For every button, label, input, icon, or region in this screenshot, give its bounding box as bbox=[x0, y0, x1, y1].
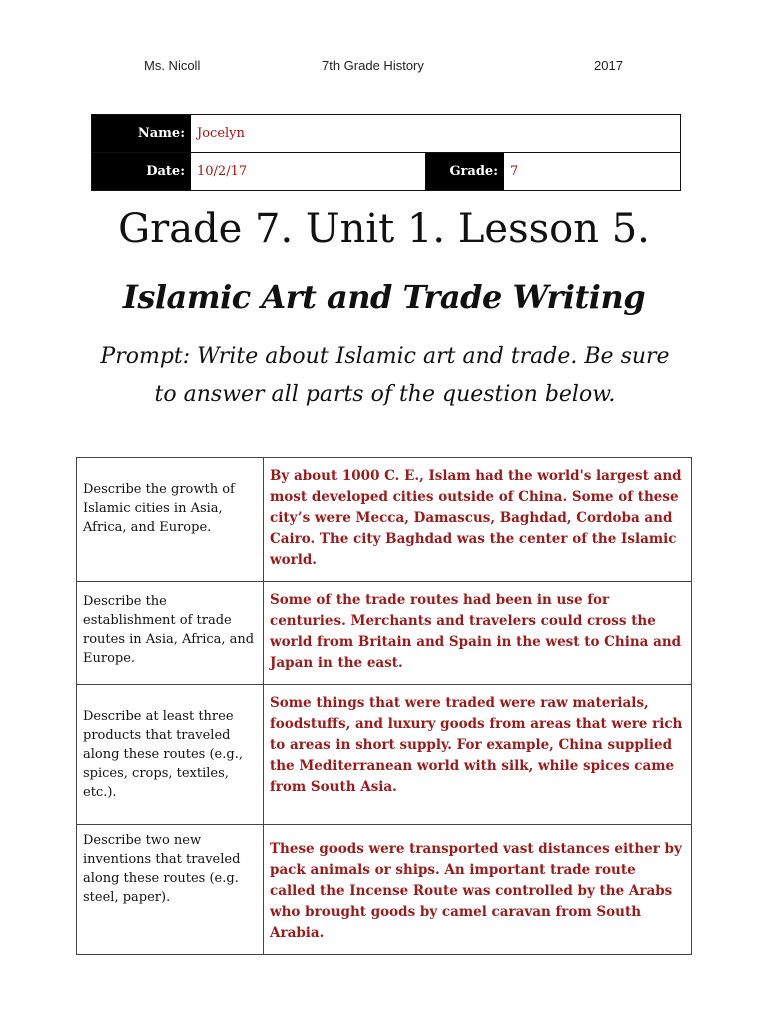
grade-field[interactable]: 7 bbox=[510, 164, 519, 179]
table-row bbox=[77, 825, 692, 955]
document-header bbox=[0, 58, 768, 78]
year: 2017 bbox=[594, 58, 623, 73]
student-info-box bbox=[91, 114, 681, 191]
name-field[interactable]: Jocelyn bbox=[197, 126, 245, 141]
table-row bbox=[77, 582, 692, 685]
lesson-title: Grade 7. Unit 1. Lesson 5. bbox=[118, 206, 650, 252]
table-row bbox=[77, 458, 692, 582]
question-table bbox=[76, 457, 692, 955]
question-cell: Describe the establishment of trade routes in Asia, Africa, and Europe. bbox=[77, 582, 264, 685]
course-name: 7th Grade History bbox=[322, 58, 424, 73]
date-grade-row bbox=[92, 152, 680, 190]
name-row bbox=[92, 115, 680, 152]
table-row bbox=[77, 685, 692, 825]
question-cell: Describe at least three products that traveled along these routes (e.g., spices, crops, textiles, etc.). bbox=[77, 685, 264, 825]
teacher-name: Ms. Nicoll bbox=[144, 58, 201, 73]
question-cell: Describe the growth of Islamic cities in Asia, Africa, and Europe. bbox=[77, 458, 264, 582]
date-label: Date: bbox=[92, 153, 191, 190]
lesson-subtitle: Islamic Art and Trade Writing bbox=[122, 278, 646, 316]
answer-cell[interactable]: These goods were transported vast distances either by pack animals or ships. An important trade route called the Incense Route was controlled by the Arabs who brought goods by camel caravan from South Arabia. bbox=[264, 825, 692, 955]
writing-prompt: Prompt: Write about Islamic art and trade. Be sure to answer all parts of the question below. bbox=[100, 344, 670, 407]
grade-label: Grade: bbox=[426, 153, 504, 190]
name-label: Name: bbox=[92, 115, 191, 152]
answer-cell[interactable]: Some things that were traded were raw materials, foodstuffs, and luxury goods from areas that were rich to areas in short supply. For example, China supplied the Mediterranean world with silk, while spices came from South Asia. bbox=[264, 685, 692, 825]
answer-cell[interactable]: Some of the trade routes had been in use for centuries. Merchants and travelers could cross the world from Britain and Spain in the west to China and Japan in the east. bbox=[264, 582, 692, 685]
date-field[interactable]: 10/2/17 bbox=[191, 153, 426, 190]
answer-cell[interactable]: By about 1000 C. E., Islam had the world's largest and most developed cities outside of China. Some of these city’s were Mecca, Damascus, Baghdad, Cordoba and Cairo. The city Baghdad was the center of the Islamic world. bbox=[264, 458, 692, 582]
question-cell: Describe two new inventions that traveled along these routes (e.g. steel, paper). bbox=[77, 825, 264, 955]
